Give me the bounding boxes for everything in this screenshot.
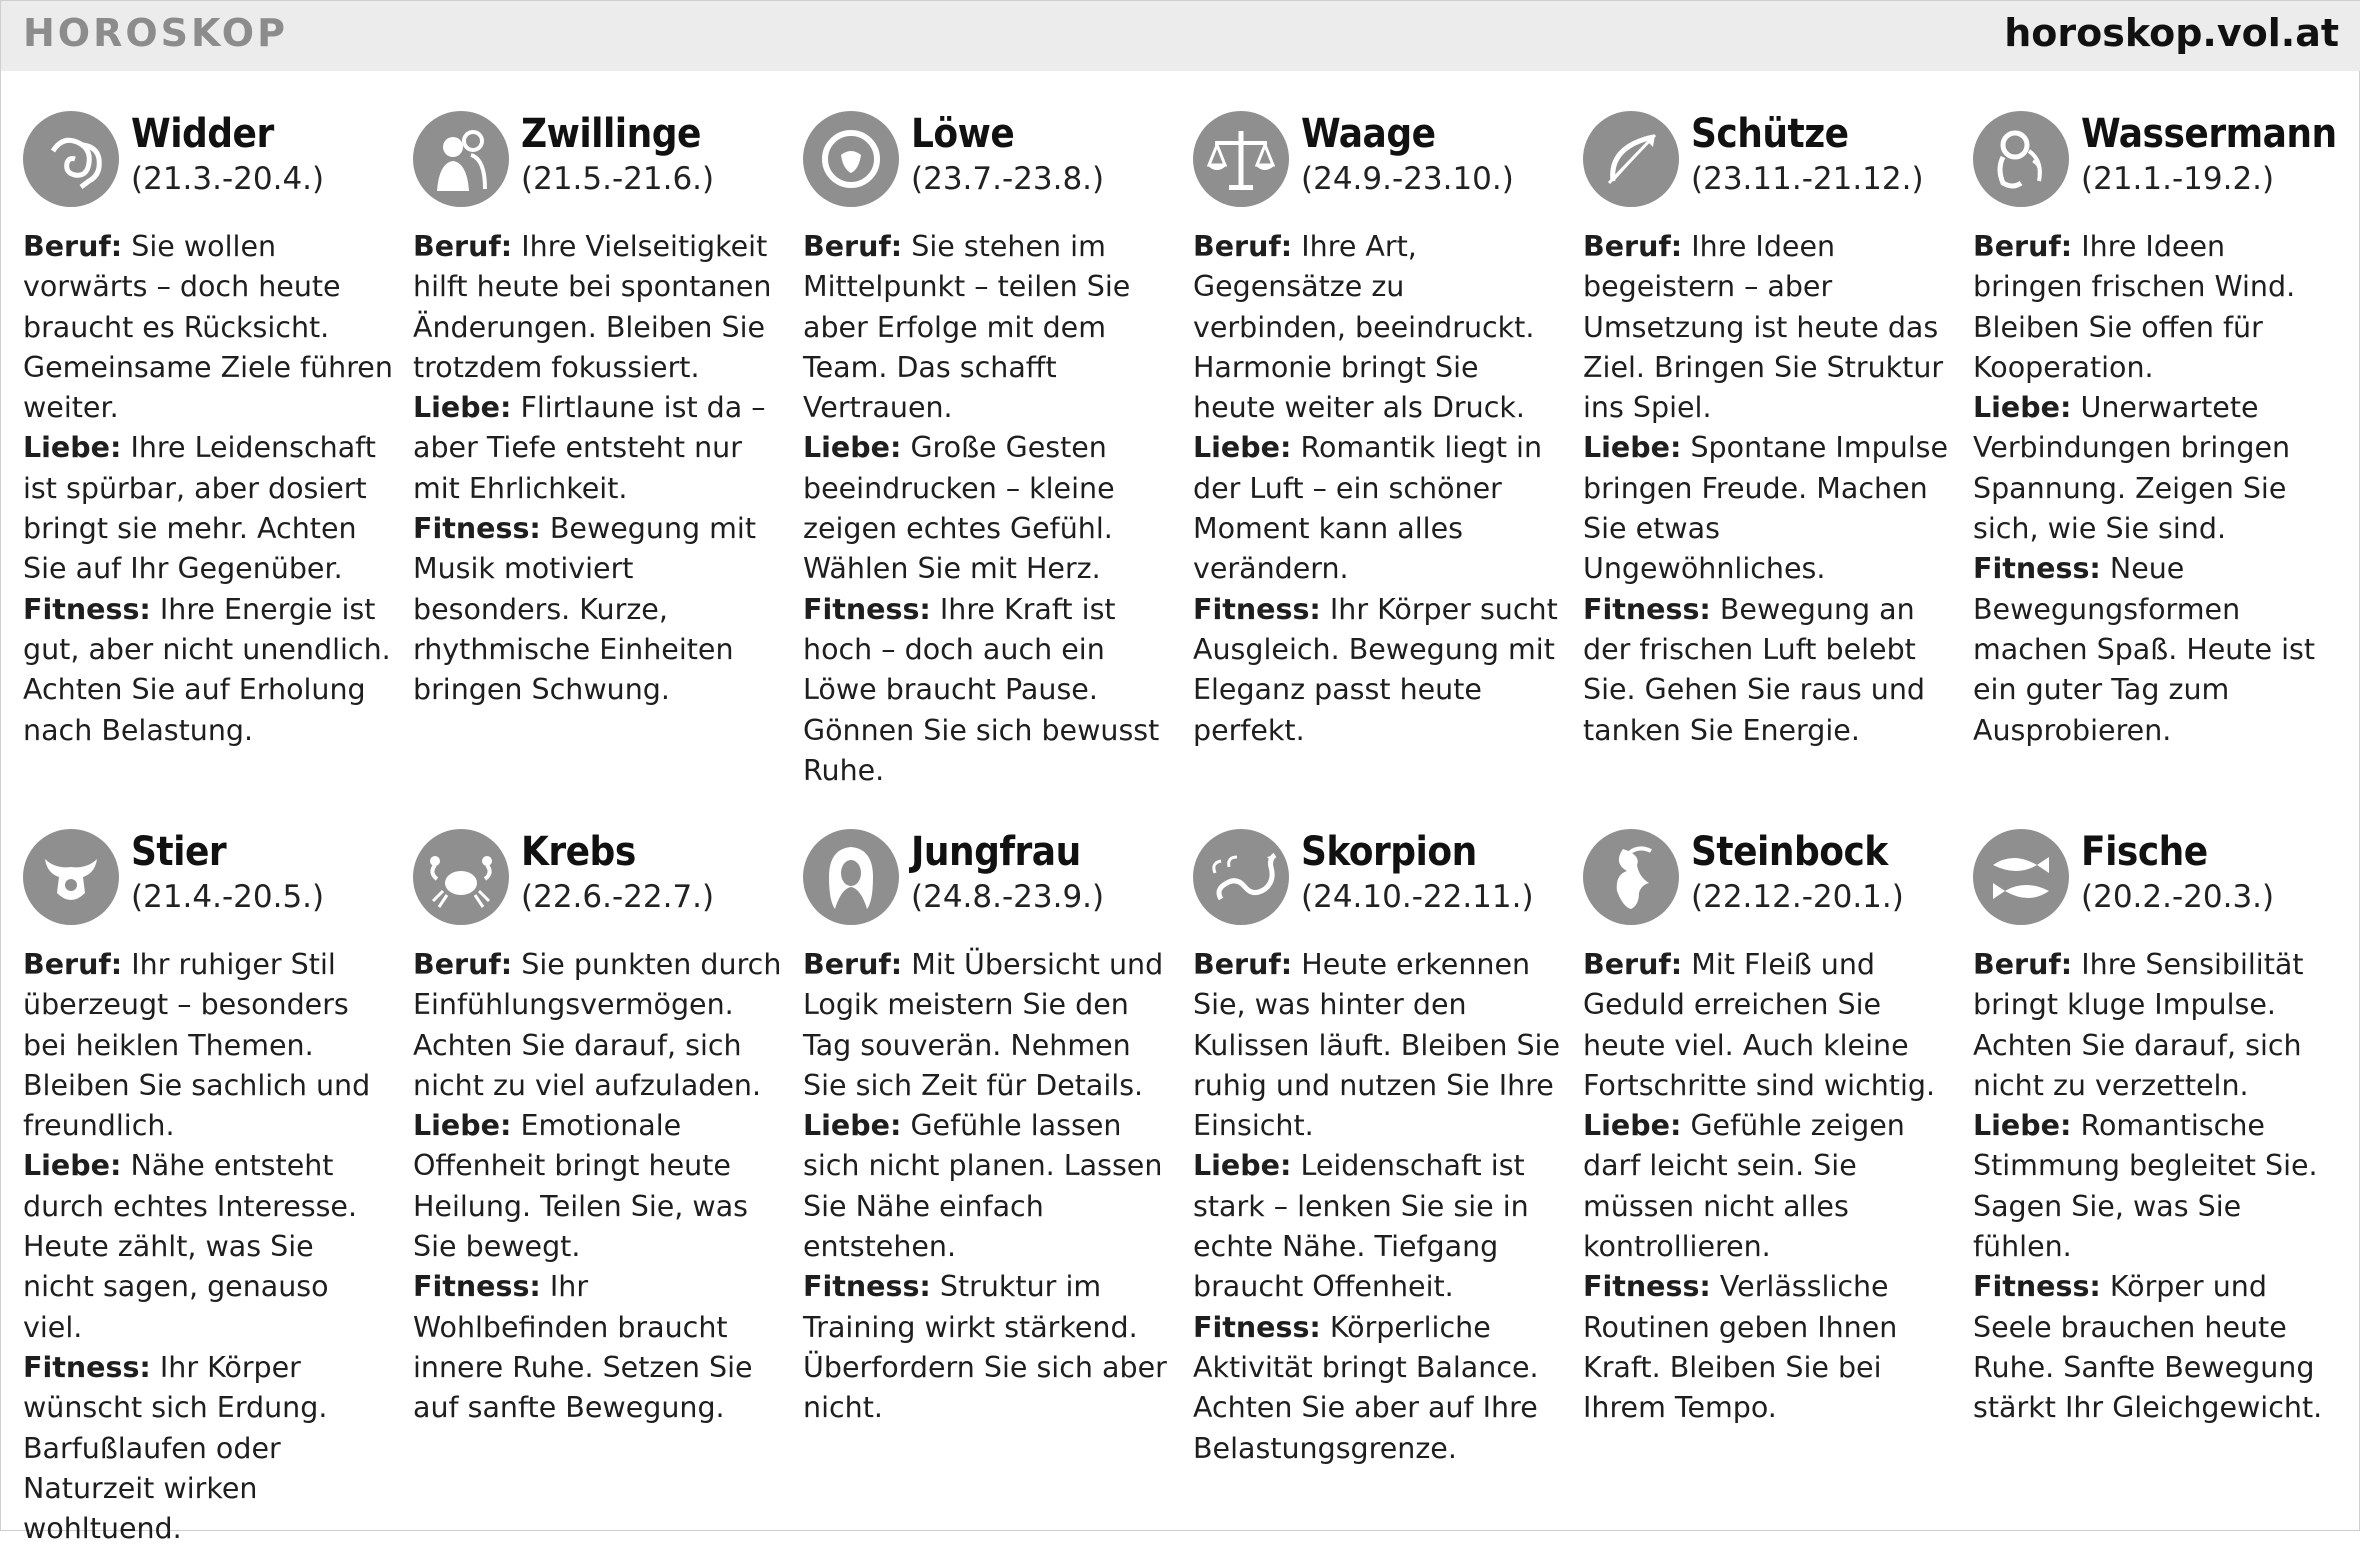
sign-dates: (21.3.-20.4.): [131, 161, 325, 197]
ram-icon: [23, 111, 119, 207]
water-bearer-icon: [1973, 111, 2069, 207]
beruf-paragraph: [23, 227, 393, 428]
fitness-label: Fitness:: [23, 1350, 151, 1384]
liebe-label: Liebe:: [1193, 431, 1292, 465]
liebe-paragraph: [1583, 428, 1953, 589]
liebe-paragraph: [1583, 1106, 1953, 1267]
beruf-paragraph: [1583, 945, 1953, 1106]
liebe-text: Nähe entsteht durch echtes Interesse. Heute zählt, was Sie nicht sagen, genauso viel.: [23, 1149, 358, 1344]
maiden-icon: [803, 829, 899, 925]
sign-name: Widder: [131, 111, 274, 157]
fitness-label: Fitness:: [1583, 592, 1711, 626]
fitness-paragraph: [413, 509, 783, 710]
sign-stier: [23, 829, 393, 1549]
beruf-paragraph: [1973, 227, 2343, 388]
sign-header: [413, 829, 783, 935]
sign-name: Löwe: [911, 111, 1015, 157]
liebe-paragraph: [803, 428, 1173, 589]
sign-name: Waage: [1301, 111, 1436, 157]
fitness-label: Fitness:: [413, 1270, 541, 1304]
fitness-text: Ihre Kraft ist hoch – doch auch ein Löwe braucht Pause. Gönnen Sie sich bewusst Ruhe.: [803, 592, 1160, 787]
beruf-label: Beruf:: [1193, 230, 1293, 263]
beruf-label: Beruf:: [803, 230, 903, 263]
beruf-label: Beruf:: [1583, 230, 1683, 263]
liebe-text: Ihre Leidenschaft ist spürbar, aber dosiert bringt sie mehr. Achten Sie auf Ihr Gegenüber.: [23, 431, 376, 586]
fitness-label: Fitness:: [1193, 592, 1321, 626]
sign-schuetze: [1583, 111, 1953, 751]
beruf-paragraph: [23, 945, 393, 1146]
sign-name: Jungfrau: [911, 829, 1081, 875]
beruf-label: Beruf:: [1973, 230, 2073, 263]
liebe-text: Emotionale Offenheit bringt heute Heilung. Teilen Sie, was Sie bewegt.: [413, 1109, 749, 1264]
liebe-text: Große Gesten beeindrucken – kleine zeigen echtes Gefühl. Wählen Sie mit Herz.: [803, 431, 1115, 586]
liebe-label: Liebe:: [1193, 1149, 1292, 1183]
fitness-label: Fitness:: [1583, 1270, 1711, 1304]
fitness-label: Fitness:: [413, 512, 541, 546]
sign-name: Skorpion: [1301, 829, 1477, 875]
liebe-paragraph: [23, 1146, 393, 1347]
sign-name: Fische: [2081, 829, 2208, 875]
sign-header: [23, 111, 393, 217]
sign-dates: (24.10.-22.11.): [1301, 879, 1534, 915]
goat-icon: [1583, 829, 1679, 925]
liebe-label: Liebe:: [413, 1109, 512, 1143]
beruf-text: Ihre Art, Gegensätze zu verbinden, beeindruckt. Harmonie bringt Sie heute weiter als Druck.: [1193, 230, 1535, 425]
beruf-text: Sie stehen im Mittelpunkt – teilen Sie aber Erfolge mit dem Team. Das schafft Vertrauen.: [803, 230, 1131, 425]
beruf-text: Heute erkennen Sie, was hinter den Kulissen läuft. Bleiben Sie ruhig und nutzen Sie Ihre Einsicht.: [1193, 948, 1561, 1143]
scales-icon: [1193, 111, 1289, 207]
beruf-text: Ihre Vielseitigkeit hilft heute bei spontanen Änderungen. Bleiben Sie trotzdem fokussiert.: [413, 230, 772, 384]
header-bar: [1, 1, 2360, 71]
sign-header: [1193, 829, 1563, 935]
sign-header: [1583, 829, 1953, 935]
beruf-label: Beruf:: [1193, 948, 1293, 981]
liebe-label: Liebe:: [803, 431, 902, 465]
liebe-paragraph: [1973, 388, 2343, 549]
fitness-label: Fitness:: [1973, 552, 2101, 586]
beruf-paragraph: [413, 227, 783, 388]
fitness-text: Ihr Körper wünscht sich Erdung. Barfußlaufen oder Naturzeit wirken wohltuend.: [23, 1350, 328, 1546]
fitness-paragraph: [803, 590, 1173, 791]
fitness-paragraph: [1973, 549, 2343, 750]
sign-name: Zwillinge: [521, 111, 701, 157]
sign-header: [1193, 111, 1563, 217]
sign-dates: (24.9.-23.10.): [1301, 161, 1514, 197]
liebe-label: Liebe:: [1583, 1109, 1682, 1143]
liebe-paragraph: [23, 428, 393, 589]
sign-header: [1583, 111, 1953, 217]
sign-name: Krebs: [521, 829, 636, 875]
beruf-text: Mit Fleiß und Geduld erreichen Sie heute viel. Auch kleine Fortschritte sind wichtig.: [1583, 948, 1936, 1102]
sign-widder: [23, 111, 393, 751]
beruf-text: Ihre Ideen bringen frischen Wind. Bleiben Sie offen für Kooperation.: [1973, 230, 2296, 384]
bull-icon: [23, 829, 119, 925]
fitness-text: Neue Bewegungsformen machen Spaß. Heute ist ein guter Tag zum Ausprobieren.: [1973, 552, 2316, 747]
sign-name: Wassermann: [2081, 111, 2337, 157]
sign-header: [1973, 829, 2343, 935]
liebe-paragraph: [1973, 1106, 2343, 1267]
liebe-paragraph: [1193, 1146, 1563, 1307]
beruf-paragraph: [803, 227, 1173, 428]
lion-icon: [803, 111, 899, 207]
fitness-paragraph: [413, 1267, 783, 1428]
sign-dates: (20.2.-20.3.): [2081, 879, 2275, 915]
fitness-text: Bewegung mit Musik motiviert besonders. Kurze, rhythmische Einheiten bringen Schwung.: [413, 512, 757, 707]
beruf-paragraph: [1193, 945, 1563, 1146]
sign-dates: (24.8.-23.9.): [911, 879, 1105, 915]
sign-header: [1973, 111, 2343, 217]
beruf-label: Beruf:: [1973, 948, 2073, 981]
fitness-text: Ihr Körper sucht Ausgleich. Bewegung mit Eleganz passt heute perfekt.: [1193, 592, 1558, 747]
fitness-paragraph: [23, 1348, 393, 1549]
sign-name: Stier: [131, 829, 227, 875]
sign-text: [803, 945, 1173, 1429]
beruf-text: Sie wollen vorwärts – doch heute braucht es Rücksicht. Gemeinsame Ziele führen weiter.: [23, 230, 393, 425]
fitness-paragraph: [1193, 1308, 1563, 1469]
sign-dates: (21.5.-21.6.): [521, 161, 715, 197]
twins-icon: [413, 111, 509, 207]
sign-wassermann: [1973, 111, 2343, 751]
fitness-paragraph: [23, 590, 393, 751]
sign-steinbock: [1583, 829, 1953, 1429]
fitness-paragraph: [803, 1267, 1173, 1428]
sign-text: [1973, 945, 2343, 1429]
beruf-label: Beruf:: [803, 948, 903, 981]
sign-skorpion: [1193, 829, 1563, 1469]
beruf-text: Sie punkten durch Einfühlungsvermögen. Achten Sie darauf, sich nicht zu viel aufzuladen.: [413, 948, 782, 1102]
liebe-label: Liebe:: [23, 431, 122, 465]
sign-text: [413, 945, 783, 1429]
liebe-paragraph: [413, 388, 783, 509]
liebe-label: Liebe:: [23, 1149, 122, 1183]
liebe-label: Liebe:: [803, 1109, 902, 1143]
beruf-paragraph: [803, 945, 1173, 1106]
liebe-text: Gefühle lassen sich nicht planen. Lassen Sie Nähe einfach entstehen.: [803, 1109, 1163, 1264]
fitness-text: Bewegung an der frischen Luft belebt Sie. Gehen Sie raus und tanken Sie Energie.: [1583, 592, 1925, 747]
beruf-label: Beruf:: [413, 230, 513, 263]
sign-text: [23, 227, 393, 751]
liebe-label: Liebe:: [413, 391, 512, 425]
sign-header: [413, 111, 783, 217]
fitness-label: Fitness:: [1973, 1270, 2101, 1304]
liebe-label: Liebe:: [1973, 1109, 2072, 1143]
fitness-paragraph: [1973, 1267, 2343, 1428]
sign-dates: (21.4.-20.5.): [131, 879, 325, 915]
sign-waage: [1193, 111, 1563, 751]
fitness-paragraph: [1583, 590, 1953, 751]
liebe-text: Romantische Stimmung begleitet Sie. Sagen Sie, was Sie fühlen.: [1973, 1109, 2318, 1264]
sign-header: [23, 829, 393, 935]
beruf-label: Beruf:: [23, 948, 123, 981]
fitness-label: Fitness:: [803, 1270, 931, 1304]
fitness-paragraph: [1583, 1267, 1953, 1428]
beruf-paragraph: [1193, 227, 1563, 428]
sign-text: [1193, 227, 1563, 751]
sign-dates: (23.7.-23.8.): [911, 161, 1105, 197]
scorpion-icon: [1193, 829, 1289, 925]
beruf-paragraph: [413, 945, 783, 1106]
crab-icon: [413, 829, 509, 925]
fish-icon: [1973, 829, 2069, 925]
sign-text: [1973, 227, 2343, 751]
sign-text: [1583, 227, 1953, 751]
beruf-label: Beruf:: [23, 230, 123, 263]
sign-dates: (23.11.-21.12.): [1691, 161, 1924, 197]
sign-text: [23, 945, 393, 1549]
sign-dates: (22.6.-22.7.): [521, 879, 715, 915]
beruf-text: Ihr ruhiger Stil überzeugt – besonders bei heiklen Themen. Bleiben Sie sachlich und freundlich.: [23, 948, 371, 1143]
fitness-text: Körperliche Aktivität bringt Balance. Achten Sie aber auf Ihre Belastungsgrenze.: [1193, 1310, 1539, 1465]
sign-loewe: [803, 111, 1173, 791]
fitness-text: Körper und Seele brauchen heute Ruhe. Sanfte Bewegung stärkt Ihr Gleichgewicht.: [1973, 1270, 2323, 1425]
sign-text: [1193, 945, 1563, 1469]
fitness-text: Verlässliche Routinen geben Ihnen Kraft. Bleiben Sie bei Ihrem Tempo.: [1583, 1270, 1898, 1425]
fitness-text: Ihr Wohlbefinden braucht innere Ruhe. Setzen Sie auf sanfte Bewegung.: [413, 1270, 753, 1425]
fitness-text: Struktur im Training wirkt stärkend. Überfordern Sie sich aber nicht.: [803, 1270, 1167, 1425]
fitness-label: Fitness:: [803, 592, 931, 626]
bow-arrow-icon: [1583, 111, 1679, 207]
sign-dates: (21.1.-19.2.): [2081, 161, 2275, 197]
beruf-text: Ihre Sensibilität bringt kluge Impulse. Achten Sie darauf, sich nicht zu verzetteln.: [1973, 948, 2304, 1102]
liebe-text: Unerwartete Verbindungen bringen Spannung. Zeigen Sie sich, wie Sie sind.: [1973, 391, 2291, 546]
liebe-text: Leidenschaft ist stark – lenken Sie sie in echte Nähe. Tiefgang braucht Offenheit.: [1193, 1149, 1529, 1304]
beruf-paragraph: [1583, 227, 1953, 428]
sign-name: Schütze: [1691, 111, 1849, 157]
sign-text: [413, 227, 783, 711]
liebe-text: Gefühle zeigen darf leicht sein. Sie müssen nicht alles kontrollieren.: [1583, 1109, 1905, 1264]
section-title: HOROSKOP: [23, 11, 288, 55]
liebe-text: Flirtlaune ist da – aber Tiefe entsteht nur mit Ehrlichkeit.: [413, 391, 766, 505]
site-url[interactable]: horoskop.vol.at: [2004, 11, 2339, 55]
liebe-paragraph: [1193, 428, 1563, 589]
liebe-label: Liebe:: [1583, 431, 1682, 465]
fitness-text: Ihre Energie ist gut, aber nicht unendlich. Achten Sie auf Erholung nach Belastung.: [23, 592, 391, 747]
sign-text: [1583, 945, 1953, 1429]
sign-dates: (22.12.-20.1.): [1691, 879, 1904, 915]
sign-name: Steinbock: [1691, 829, 1888, 875]
sign-text: [803, 227, 1173, 791]
sign-jungfrau: [803, 829, 1173, 1429]
beruf-label: Beruf:: [413, 948, 513, 981]
liebe-paragraph: [413, 1106, 783, 1267]
beruf-text: Ihre Ideen begeistern – aber Umsetzung ist heute das Ziel. Bringen Sie Struktur ins Spiel.: [1583, 230, 1944, 425]
sign-header: [803, 829, 1173, 935]
sign-krebs: [413, 829, 783, 1429]
sign-header: [803, 111, 1173, 217]
liebe-text: Spontane Impulse bringen Freude. Machen Sie etwas Ungewöhnliches.: [1583, 431, 1949, 586]
fitness-label: Fitness:: [1193, 1310, 1321, 1344]
fitness-label: Fitness:: [23, 592, 151, 626]
fitness-paragraph: [1193, 590, 1563, 751]
beruf-label: Beruf:: [1583, 948, 1683, 981]
liebe-label: Liebe:: [1973, 391, 2072, 425]
sign-fische: [1973, 829, 2343, 1429]
sign-zwillinge: [413, 111, 783, 711]
beruf-paragraph: [1973, 945, 2343, 1106]
beruf-text: Mit Übersicht und Logik meistern Sie den Tag souverän. Nehmen Sie sich Zeit für Details.: [803, 948, 1164, 1102]
liebe-paragraph: [803, 1106, 1173, 1267]
liebe-text: Romantik liegt in der Luft – ein schöner Moment kann alles verändern.: [1193, 431, 1543, 586]
